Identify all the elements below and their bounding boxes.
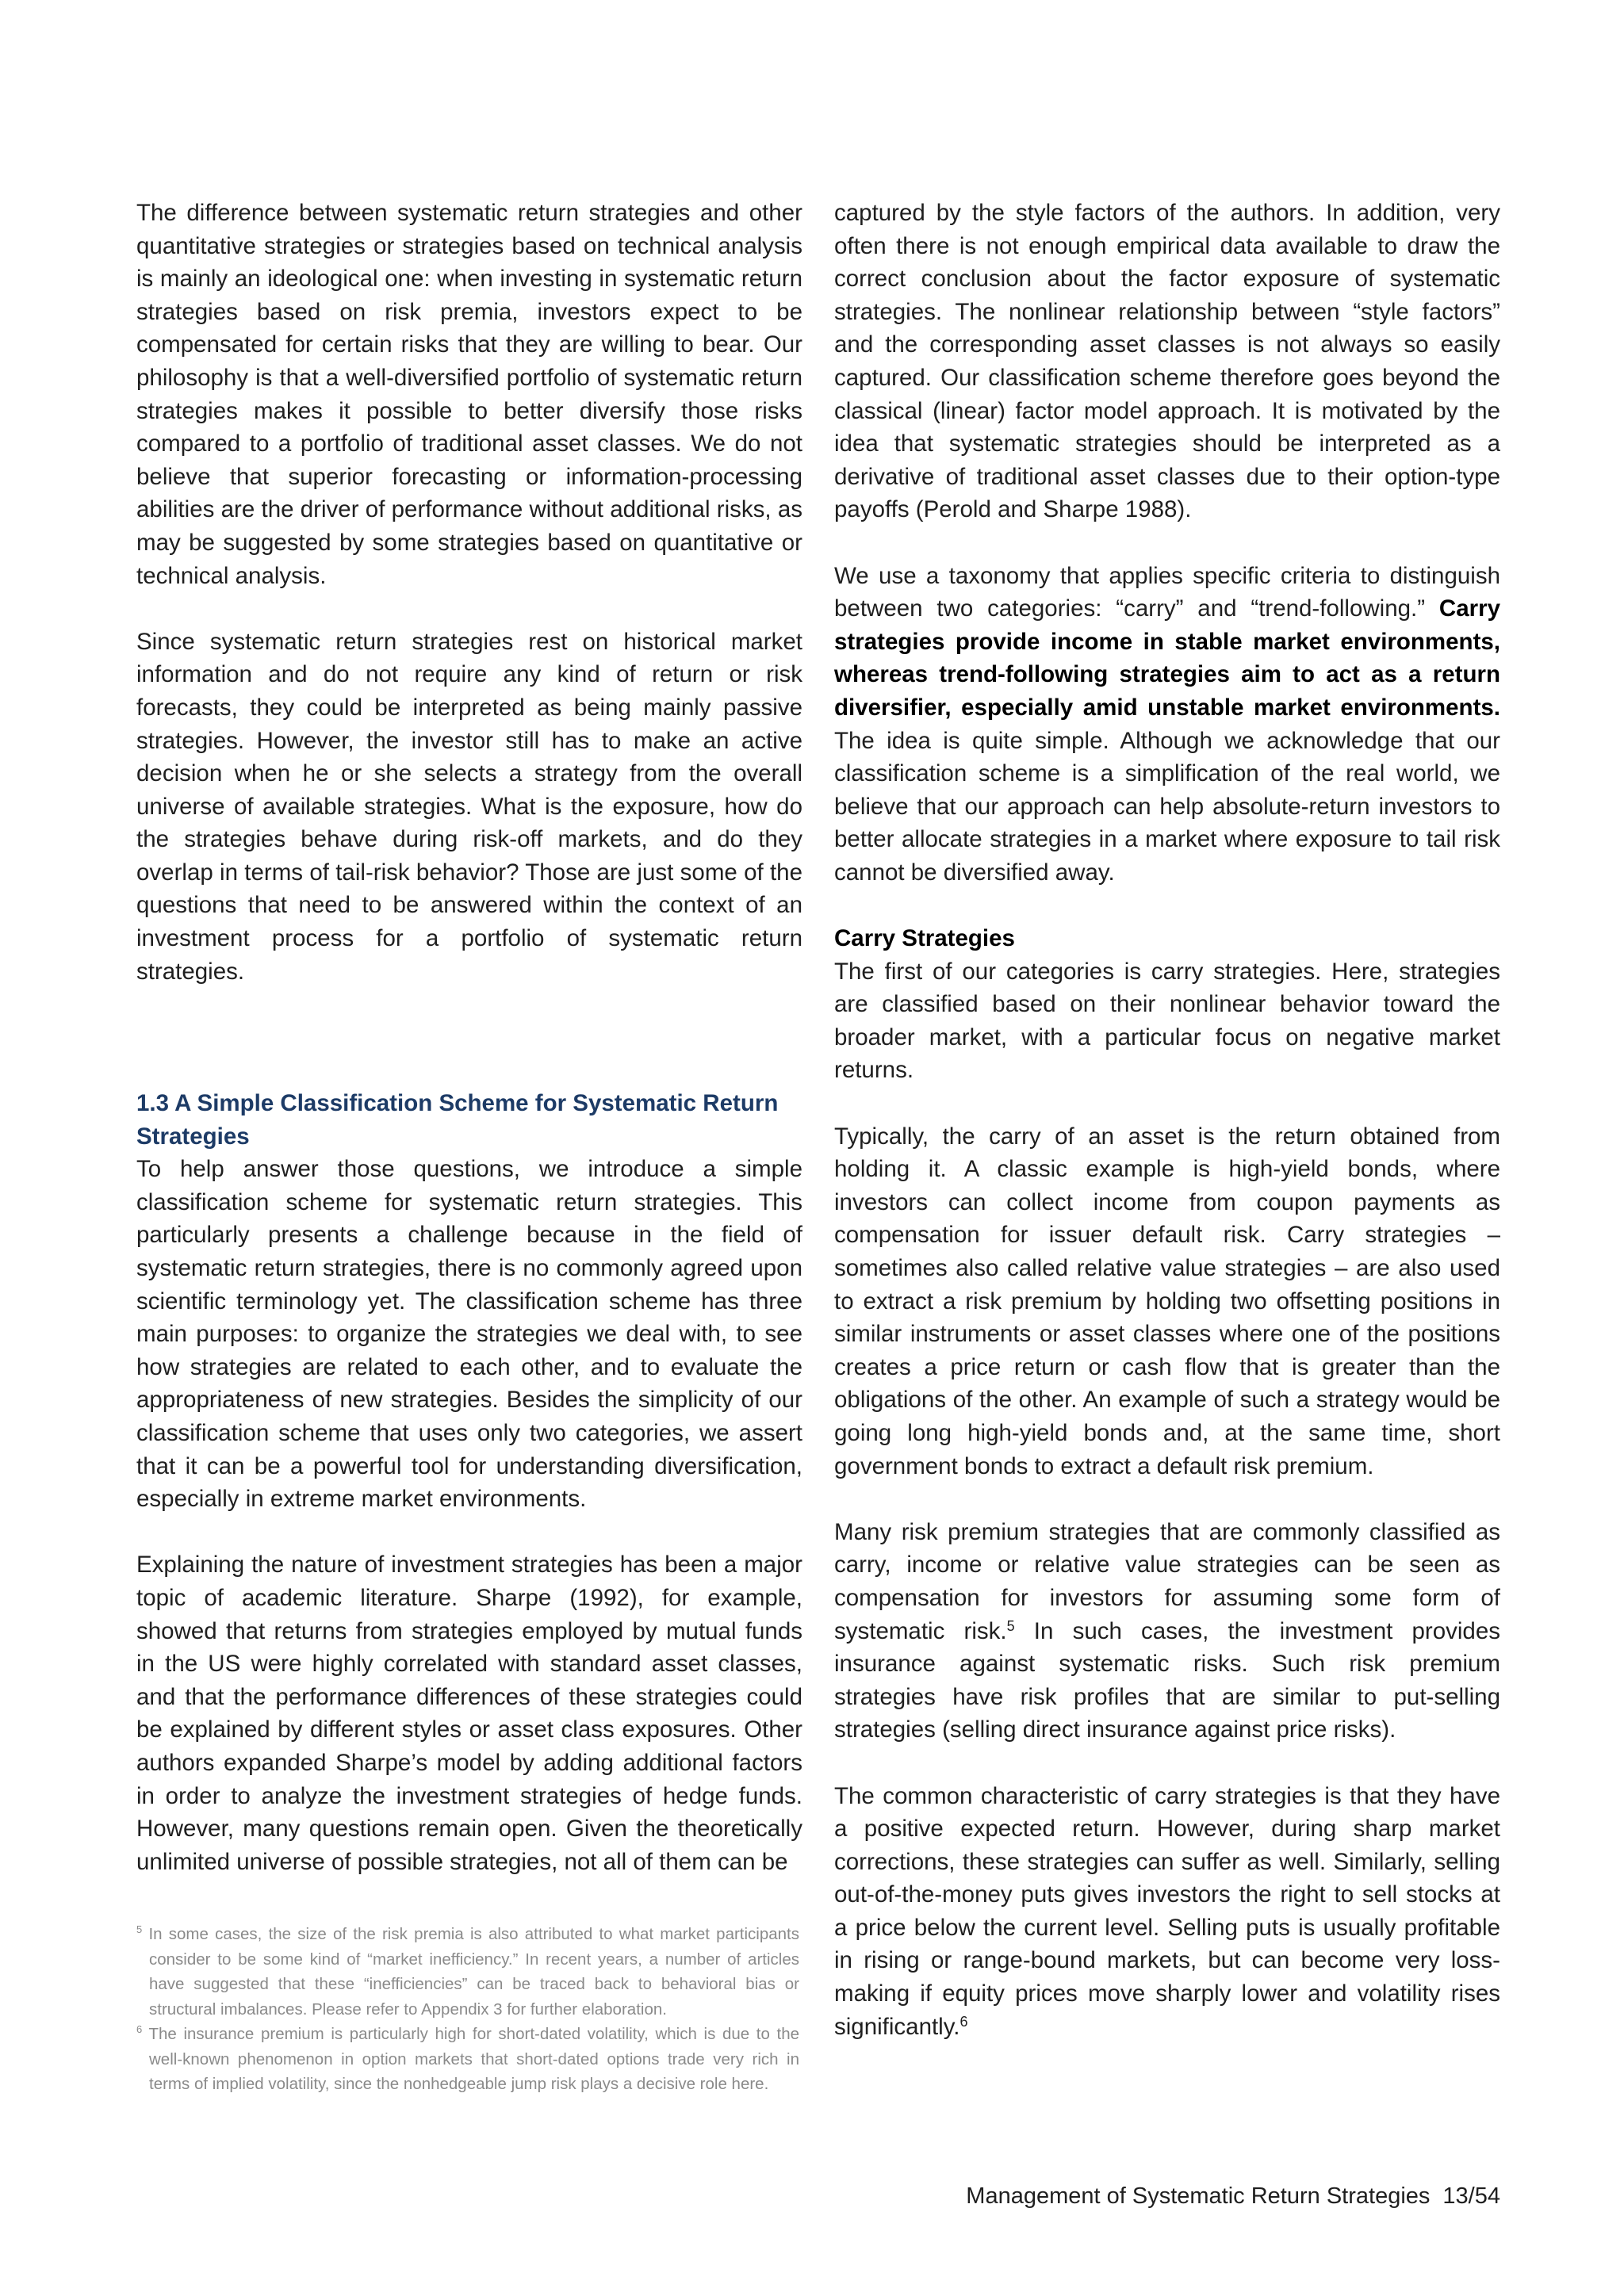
footnotes: [136, 1922, 799, 2097]
footer-title: Management of Systematic Return Strategies: [966, 2183, 1431, 2209]
footnote: [136, 1922, 799, 2022]
footnote-text: The insurance premium is particularly high for short-dated volatility, which is due to the well-known phenomenon in option markets that short-dated options trade very rich in terms of implied volatility, since the nonhedgeable jump risk plays a decisive role here.: [148, 2025, 799, 2093]
body-paragraph: Since systematic return strategies rest on historical market information and do not require any kind of return or risk forecasts, they could be interpreted as being mainly passive strategies. However, the investor still has to make an active decision when he or she selects a strategy from the overall universe of available strategies. What is the exposure, how do the strategies behave during risk-off markets, and do they overlap in terms of tail-risk behavior? Those are just some of the questions that need to be answered within the context of an investment process for a portfolio of systematic return strategies.: [136, 628, 802, 985]
body-paragraph: [834, 1516, 1500, 1747]
text-run: We use a taxonomy that applies specific criteria to distinguish between two categories: “carry” and “trend-following.”: [834, 562, 1500, 622]
body-paragraph: To help answer those questions, we introduce a simple classification scheme for systematic return strategies. This particularly presents a challenge because in the field of systematic return strategies, there is no commonly agreed upon scientific terminology yet. The classification scheme has three main purposes: to organize the strategies we deal with, to see how strategies are related to each other, and to evaluate the appropriateness of new strategies. Besides the simplicity of our classification scheme that uses only two categories, we assert that it can be a powerful tool for understanding diversification, especially in extreme market environments.: [136, 1156, 802, 1513]
body-paragraph: captured by the style factors of the authors. In addition, very often there is not enough empirical data available to draw the correct conclusion about the factor exposure of systematic strategies. The nonlinear relationship between “style factors” and the corresponding asset classes is not always so easily captured. Our classification scheme therefore goes beyond the classical (linear) factor model approach. It is motivated by the idea that systematic strategies should be interpreted as a derivative of traditional asset classes due to their option-type payoffs (Perold and Sharpe 1988).: [834, 200, 1500, 523]
text-run: The common characteristic of carry strategies is that they have a positive expected return. However, during sharp market corrections, these strategies can suffer as well. Similarly, selling out-of-the-money puts gives investors the right to sell stocks at a price below the current level. Selling puts is usually profitable in rising or range-bound markets, but can become very loss-making if equity prices move sharply lower and volatility rises significantly.: [834, 1782, 1500, 2040]
footnote: [136, 2022, 799, 2097]
subsection-heading: Carry Strategies: [834, 925, 1015, 952]
footnote-number: 5: [136, 1923, 143, 1935]
body-paragraph: The difference between systematic return strategies and other quantitative strategies or strategies based on technical analysis is mainly an ideological one: when investing in systematic return strategies based on risk premia, investors expect to be compensated for certain risks that they are willing to bear. Our philosophy is that a well-diversified portfolio of systematic return strategies makes it possible to better diversify those risks compared to a portfolio of traditional asset classes. We do not believe that superior forecasting or information-processing abilities are the driver of performance without additional risks, as may be suggested by some strategies based on quantitative or technical analysis.: [136, 200, 802, 589]
body-paragraph: [834, 1780, 1500, 2044]
text-run: The idea is quite simple. Although we acknowledge that our classification scheme is a simplification of the real world, we believe that our approach can help absolute-return investors to better allocate strategies in a market where exposure to tail risk cannot be diversified away.: [834, 727, 1500, 886]
body-paragraph: The first of our categories is carry strategies. Here, strategies are classified based on their nonlinear behavior toward the broader market, with a particular focus on negative market returns.: [834, 958, 1500, 1084]
body-paragraph: Typically, the carry of an asset is the return obtained from holding it. A classic example is high-yield bonds, where investors can collect income from coupon payments as compensation for issuer default risk. Carry strategies – sometimes also called relative value strategies – are also used to extract a risk premium by holding two offsetting positions in similar instruments or asset classes where one of the positions creates a price return or cash flow that is greater than the obligations of the other. An example of such a strategy would be going long high-yield bonds and, at the same time, short government bonds to extract a default risk premium.: [834, 1123, 1500, 1479]
text-run: In such cases, the investment provides insurance against systematic risks. Such risk premium strategies have risk profiles that are similar to put-selling strategies (selling direct insurance against price risks).: [834, 1617, 1500, 1743]
left-column: [136, 197, 802, 1878]
footnote-text: In some cases, the size of the risk premia is also attributed to what market participants consider to be some kind of “market inefficiency.” In recent years, a number of articles have suggested that these “inefficiencies” can be traced back to behavioral bias or structural imbalances. Please refer to Appendix 3 for further elaboration.: [148, 1925, 799, 2019]
footnote-number: 6: [136, 2023, 143, 2035]
body-paragraph: [834, 560, 1500, 890]
section-heading: 1.3 A Simple Classification Scheme for Systematic Return Strategies: [136, 1090, 779, 1150]
footnote-ref[interactable]: 5: [1006, 1617, 1015, 1634]
text-run: Many risk premium strategies that are commonly classified as carry, income or relative value strategies can be seen as compensation for investors for assuming some form of systematic risk.: [834, 1518, 1500, 1644]
page-number: 13/54: [1442, 2183, 1500, 2209]
body-paragraph: Explaining the nature of investment strategies has been a major topic of academic literature. Sharpe (1992), for example, showed that returns from strategies employed by mutual funds in the US were highly correlated with standard asset classes, and that the performance differences of these strategies could be explained by different styles or asset class exposures. Other authors expanded Sharpe’s model by adding additional factors in order to analyze the investment strategies of hedge funds. However, many questions remain open. Given the theoretically unlimited universe of possible strategies, not all of them can be: [136, 1552, 802, 1875]
footnote-ref[interactable]: 6: [959, 2013, 968, 2030]
page-footer: [966, 2183, 1500, 2210]
bold-emphasis: Carry strategies provide income in stable market environments, whereas trend-following strategies aim to act as a return diversifier, especially amid unstable market environments.: [834, 595, 1500, 721]
right-column: [834, 197, 1500, 2043]
